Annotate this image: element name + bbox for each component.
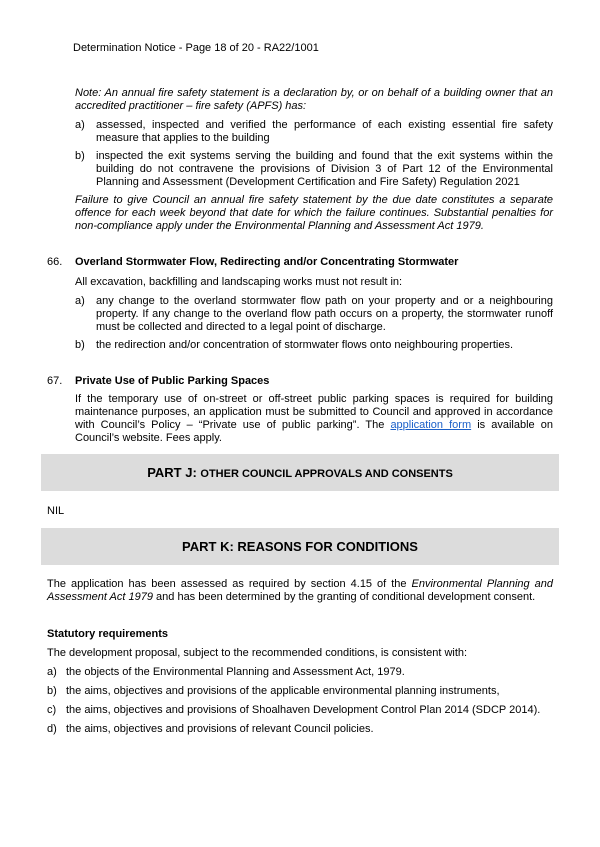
statutory-item-a-text: the objects of the Environmental Planning and Assessment Act, 1979. xyxy=(66,666,405,678)
part-j-nil: NIL xyxy=(47,505,65,517)
note-item-b-label: b) xyxy=(75,150,85,162)
statutory-item-c-text: the aims, objectives and provisions of Shoalhaven Development Control Plan 2014 (SDCP 2014). xyxy=(66,704,541,716)
statutory-item-d-text: the aims, objectives and provisions of relevant Council policies. xyxy=(66,723,374,735)
part-j-title: OTHER COUNCIL APPROVALS AND CONSENTS xyxy=(200,468,453,480)
assessment-after: and has been determined by the granting of conditional development consent. xyxy=(152,591,536,603)
note-item-a-label: a) xyxy=(75,119,85,131)
statutory-item-b-label: b) xyxy=(47,685,57,697)
note-item-b-text: inspected the exit systems serving the building and found that the exit systems within the building do not contravene the provisions of Division 3 of Part 12 of the Environmental Planning and Assessment (Development Certification and Fire Safety) Regulation 2021 xyxy=(96,150,553,188)
condition-66-item-b-text: the redirection and/or concentration of stormwater flows onto neighbouring properties. xyxy=(96,339,514,351)
application-form-link[interactable]: application form xyxy=(390,419,472,431)
condition-66-item-a-label: a) xyxy=(75,295,85,307)
assessment-act-name: Environmental Planning and Assessment Act 1979 xyxy=(47,578,553,603)
statutory-intro: The development proposal, subject to the recommended conditions, is consistent with: xyxy=(47,647,468,659)
condition-67-title: Private Use of Public Parking Spaces xyxy=(75,375,270,387)
condition-66-title: Overland Stormwater Flow, Redirecting and/or Concentrating Stormwater xyxy=(75,256,459,268)
part-j-heading-band xyxy=(41,454,559,491)
statutory-item-d-label: d) xyxy=(47,723,57,735)
condition-67-body-end: is available on Council’s website. Fees apply. xyxy=(75,419,553,444)
condition-66-item-a-text: any change to the overland stormwater flow path on your property and or a neighbouring property. If any change to the overland flow path occurs on a property, the stormwater runoff must be collected and directed to a legal point of discharge. xyxy=(96,295,553,333)
fire-safety-note-intro: Note: An annual fire safety statement is a declaration by, or on behalf of a building owner that an accredited practitioner – fire safety (APFS) has: xyxy=(75,87,553,112)
condition-66-number: 66. xyxy=(47,256,63,268)
fire-safety-penalty-note: Failure to give Council an annual fire safety statement by the due date constitutes a separate offence for each week beyond that date for which the failure continues. Substantial penalties for non-compliance apply under the Environmental Planning and Assessment Act 1979. xyxy=(75,194,553,232)
part-j-heading xyxy=(41,465,559,480)
part-k-heading-band xyxy=(41,528,559,565)
part-j-prefix: PART J: xyxy=(147,465,201,480)
page-header: Determination Notice - Page 18 of 20 - RA22/1001 xyxy=(73,42,319,54)
condition-67-number: 67. xyxy=(47,375,63,387)
part-k-heading: PART K: REASONS FOR CONDITIONS xyxy=(182,539,418,554)
statutory-item-c-label: c) xyxy=(47,704,57,716)
condition-66-item-b-label: b) xyxy=(75,339,85,351)
condition-67-body-start: If the temporary use of on-street or off-street public parking spaces is required for building maintenance purposes, an application must be submitted to Council and approved in accordance with Council’s Policy – “Private use of public parking”. The xyxy=(75,393,553,431)
condition-67-body xyxy=(75,393,553,445)
statutory-item-a-label: a) xyxy=(47,666,57,678)
assessment-statement xyxy=(47,578,553,604)
statutory-requirements-heading: Statutory requirements xyxy=(47,628,169,640)
statutory-item-b-text: the aims, objectives and provisions of the applicable environmental planning instruments, xyxy=(66,685,500,697)
condition-66-intro: All excavation, backfilling and landscaping works must not result in: xyxy=(75,276,403,288)
note-item-a-text: assessed, inspected and verified the performance of each existing essential fire safety measure that applies to the building xyxy=(96,119,553,144)
assessment-before: The application has been assessed as required by section 4.15 of the xyxy=(47,578,412,590)
